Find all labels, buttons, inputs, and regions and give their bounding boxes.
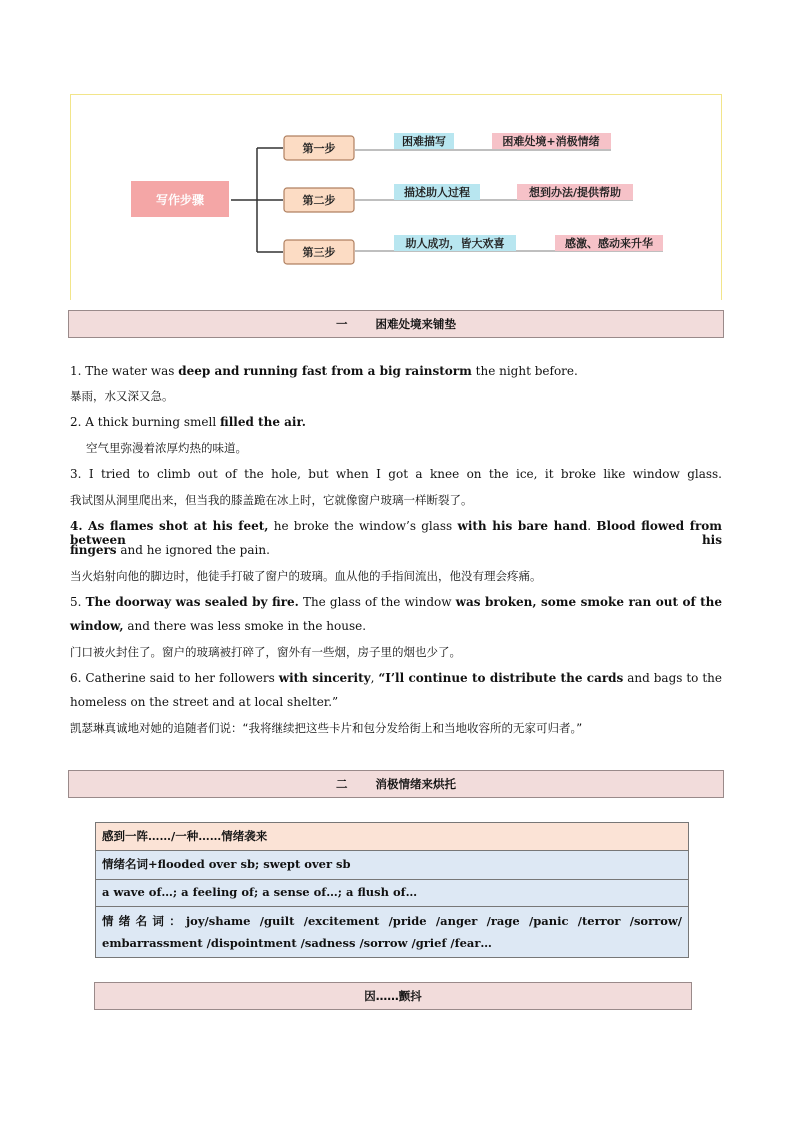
- section2-number: 二: [336, 777, 348, 791]
- section1-number: 一: [336, 317, 348, 331]
- table-row: 感到一阵……/一种……情绪袭来: [96, 823, 688, 851]
- step2-tag2: 想到办法/提供帮助: [528, 186, 622, 199]
- step3-tag1: 助人成功，皆大欢喜: [405, 237, 505, 250]
- emotion-nouns-line1: 情绪名词：joy/shame /guilt /excitement /pride /anger /rage /panic /terror /sorrow/: [102, 914, 682, 928]
- item4-en-line1: 4. As flames shot at his feet, he broke the window’s glass with his bare hand. Blood flowed from between his: [70, 519, 722, 547]
- section2-header: [68, 770, 724, 798]
- section1-title: 困难处境来铺垫: [375, 317, 456, 331]
- item6-en-line2: homeless on the street and at local shelter.”: [70, 695, 339, 709]
- step1-label: 第一步: [302, 142, 336, 155]
- table-row: 情绪名词+flooded over sb; swept over sb: [96, 851, 688, 880]
- step3-tag2: 感激、感动来升华: [565, 237, 653, 250]
- step3-label: 第三步: [302, 246, 336, 259]
- item5-en-line1: 5. The doorway was sealed by fire. The glass of the window was broken, some smoke ran out of the: [70, 595, 723, 609]
- item5-en-line2: window, and there was less smoke in the house.: [70, 619, 367, 633]
- item4-en-line2: fingers and he ignored the pain.: [70, 543, 270, 557]
- item6-en-line1: 6. Catherine said to her followers with sincerity, “I’ll continue to distribute the cards and bags to the: [70, 671, 722, 685]
- section3-title: 因……颤抖: [364, 989, 422, 1003]
- item5-zh: 门口被火封住了。窗户的玻璃被打碎了，窗外有一些烟，房子里的烟也少了。: [70, 645, 461, 659]
- step1-tag2: 困难处境+消极情绪: [502, 135, 600, 148]
- item2-zh: 空气里弥漫着浓厚灼热的味道。: [86, 441, 247, 455]
- emotion-nouns-line2: embarrassment /dispointment /sadness /sorrow /grief /fear…: [102, 936, 492, 950]
- root-label: 写作步骤: [155, 193, 205, 207]
- table-row: a wave of…; a feeling of; a sense of…; a flush of…: [96, 880, 688, 907]
- step2-label: 第二步: [302, 194, 336, 207]
- item1-en: 1. The water was deep and running fast from a big rainstorm the night before.: [70, 364, 578, 378]
- item2-en: 2. A thick burning smell filled the air.: [70, 415, 306, 429]
- item1-zh: 暴雨，水又深又急。: [70, 389, 174, 403]
- item4-zh: 当火焰射向他的脚边时，他徒手打破了窗户的玻璃。血从他的手指间流出，他没有理会疼痛。: [70, 569, 542, 583]
- table-row: [96, 907, 688, 957]
- section3-header: [94, 982, 692, 1010]
- section2-title: 消极情绪来烘托: [375, 777, 456, 791]
- step1-tag1: 困难描写: [402, 135, 446, 148]
- item3-en: 3. I tried to climb out of the hole, but when I got a knee on the ice, it broke like window glass.: [70, 467, 722, 481]
- item6-zh: 凯瑟琳真诚地对她的追随者们说：“我将继续把这些卡片和包分发给街上和当地收容所的无家可归者。”: [70, 721, 583, 735]
- step2-tag1: 描述助人过程: [404, 186, 470, 199]
- diagram-svg: [71, 95, 723, 301]
- section1-header: [68, 310, 724, 338]
- item3-zh: 我试图从洞里爬出来，但当我的膝盖跪在冰上时，它就像窗户玻璃一样断裂了。: [70, 493, 473, 507]
- writing-steps-diagram: [70, 94, 722, 300]
- emotion-table: [95, 822, 689, 958]
